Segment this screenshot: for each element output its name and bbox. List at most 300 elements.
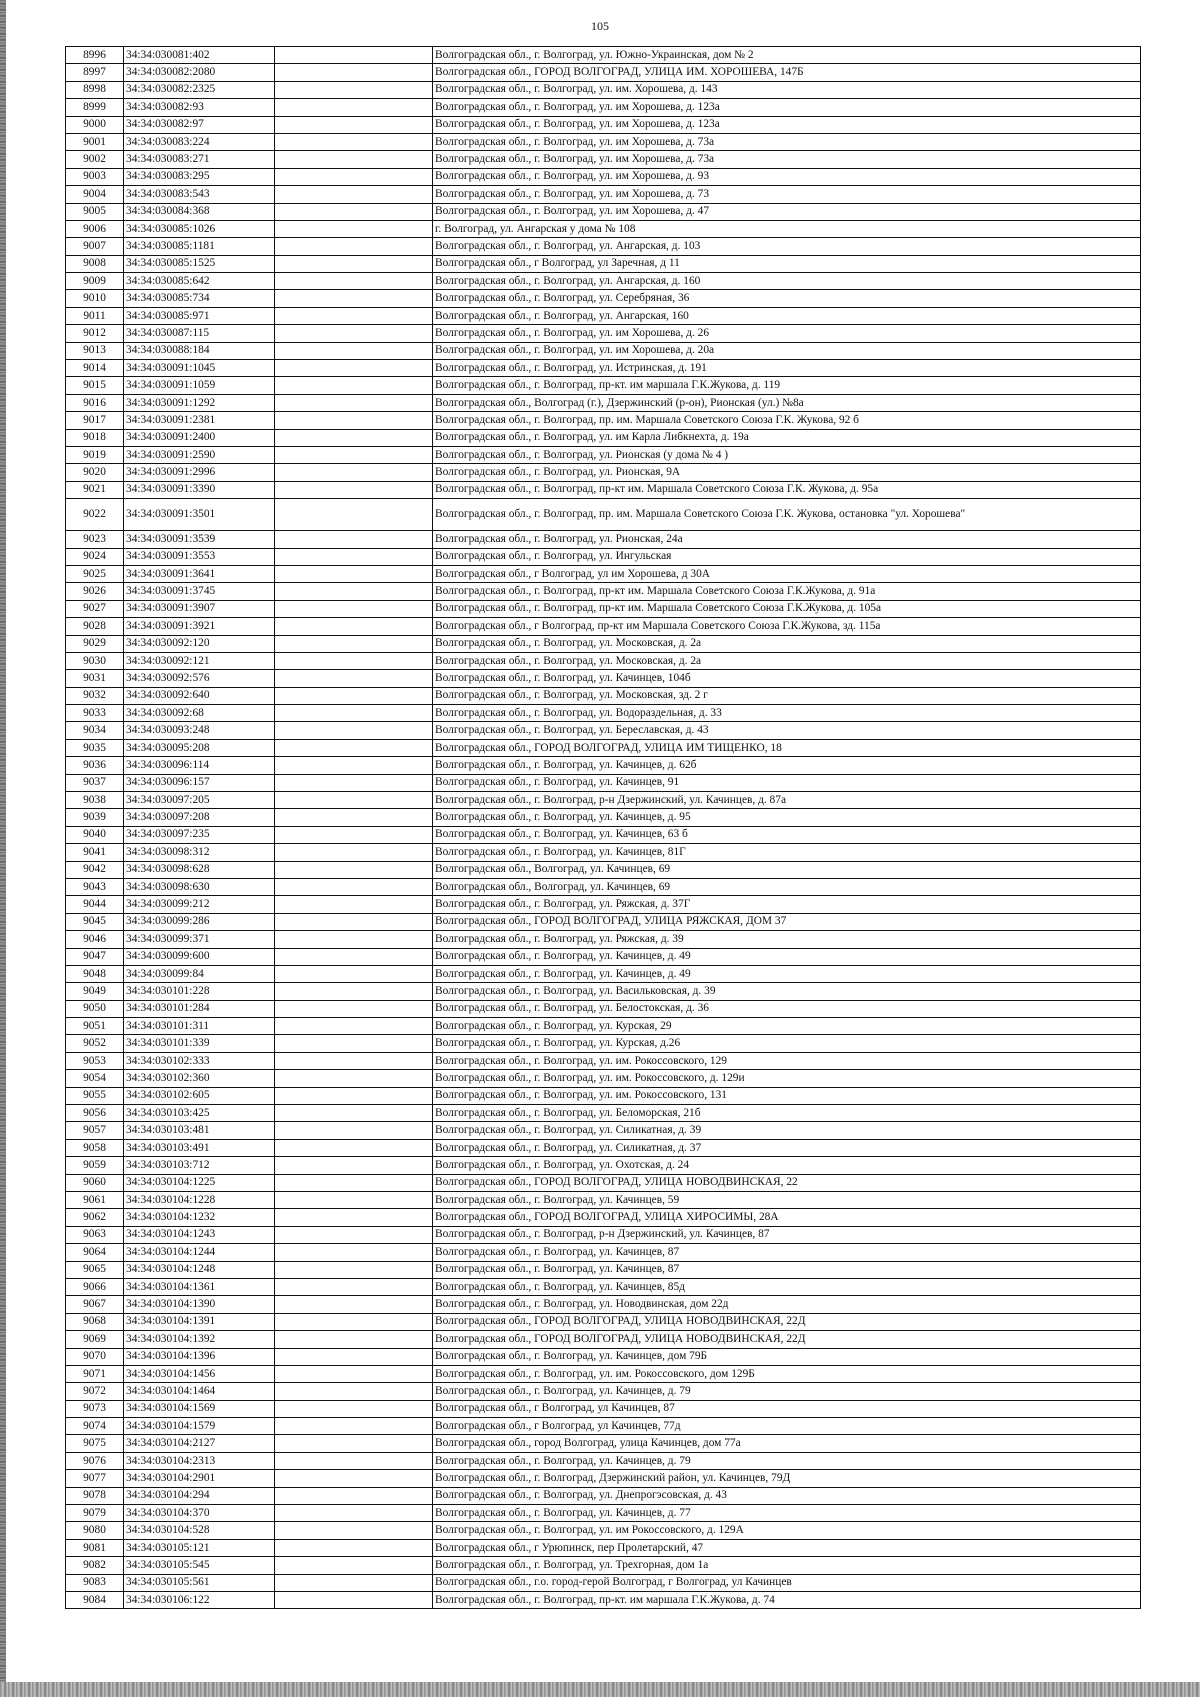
address: Волгоградская обл., г. Волгоград, ул. Охотская, д. 24 bbox=[433, 1157, 1141, 1174]
cadastral-number: 34:34:030104:2901 bbox=[124, 1470, 275, 1487]
table-row bbox=[66, 1261, 1141, 1278]
cadastral-number: 34:34:030091:2400 bbox=[124, 429, 275, 446]
address: Волгоградская обл., г. Волгоград, ул. Силикатная, д. 39 bbox=[433, 1122, 1141, 1139]
row-number: 9047 bbox=[66, 948, 124, 965]
row-number: 9037 bbox=[66, 774, 124, 791]
row-number: 9045 bbox=[66, 913, 124, 930]
row-number: 9052 bbox=[66, 1035, 124, 1052]
row-number: 9051 bbox=[66, 1018, 124, 1035]
empty-cell bbox=[275, 255, 433, 272]
cadastral-number: 34:34:030083:271 bbox=[124, 151, 275, 168]
table-row bbox=[66, 565, 1141, 582]
empty-cell bbox=[275, 774, 433, 791]
row-number: 9063 bbox=[66, 1226, 124, 1243]
table-row bbox=[66, 1365, 1141, 1382]
row-number: 9066 bbox=[66, 1278, 124, 1295]
table-row bbox=[66, 47, 1141, 64]
address: Волгоградская обл., г. Волгоград, ул. Качинцев, 85д bbox=[433, 1278, 1141, 1295]
cadastral-number: 34:34:030082:2080 bbox=[124, 64, 275, 81]
empty-cell bbox=[275, 1087, 433, 1104]
table-row bbox=[66, 1400, 1141, 1417]
cadastral-number: 34:34:030095:208 bbox=[124, 739, 275, 756]
address: Волгоградская обл., г. Волгоград, ул. Истринская, д. 191 bbox=[433, 360, 1141, 377]
cadastral-number: 34:34:030082:93 bbox=[124, 99, 275, 116]
cadastral-number: 34:34:030099:600 bbox=[124, 948, 275, 965]
table-row bbox=[66, 116, 1141, 133]
empty-cell bbox=[275, 325, 433, 342]
cadastral-number: 34:34:030105:121 bbox=[124, 1539, 275, 1556]
cadastral-number: 34:34:030091:3553 bbox=[124, 548, 275, 565]
address: Волгоградская обл., г. Волгоград, ул. Качинцев, д. 62б bbox=[433, 757, 1141, 774]
cadastral-number: 34:34:030097:208 bbox=[124, 809, 275, 826]
table-row bbox=[66, 983, 1141, 1000]
row-number: 9018 bbox=[66, 429, 124, 446]
table-row bbox=[66, 255, 1141, 272]
cadastral-number: 34:34:030103:481 bbox=[124, 1122, 275, 1139]
empty-cell bbox=[275, 342, 433, 359]
cadastral-number: 34:34:030085:642 bbox=[124, 273, 275, 290]
empty-cell bbox=[275, 446, 433, 463]
row-number: 9001 bbox=[66, 133, 124, 150]
address: Волгоградская обл., г Волгоград, пр-кт им Маршала Советского Союза Г.К.Жукова, зд. 115а bbox=[433, 618, 1141, 635]
empty-cell bbox=[275, 203, 433, 220]
row-number: 9042 bbox=[66, 861, 124, 878]
cadastral-number: 34:34:030084:368 bbox=[124, 203, 275, 220]
address: Волгоградская обл., город Волгоград, улица Качинцев, дом 77а bbox=[433, 1435, 1141, 1452]
address: Волгоградская обл., г. Волгоград, ул. Качинцев, 87 bbox=[433, 1244, 1141, 1261]
table-row bbox=[66, 203, 1141, 220]
table-row bbox=[66, 220, 1141, 237]
empty-cell bbox=[275, 1052, 433, 1069]
row-number: 9046 bbox=[66, 931, 124, 948]
cadastral-number: 34:34:030092:120 bbox=[124, 635, 275, 652]
address: Волгоградская обл., г. Волгоград, ул. им. Рокоссовского, 129 bbox=[433, 1052, 1141, 1069]
table-row bbox=[66, 1087, 1141, 1104]
table-row bbox=[66, 168, 1141, 185]
cadastral-number: 34:34:030092:121 bbox=[124, 652, 275, 669]
row-number: 9002 bbox=[66, 151, 124, 168]
address: Волгоградская обл., г Волгоград, ул им Хорошева, д 30А bbox=[433, 565, 1141, 582]
address: Волгоградская обл., г. Волгоград, ул. им. Рокоссовского, дом 129Б bbox=[433, 1365, 1141, 1382]
empty-cell bbox=[275, 652, 433, 669]
cadastral-number: 34:34:030085:734 bbox=[124, 290, 275, 307]
empty-cell bbox=[275, 739, 433, 756]
cadastral-number: 34:34:030097:205 bbox=[124, 792, 275, 809]
row-number: 9004 bbox=[66, 186, 124, 203]
table-row bbox=[66, 446, 1141, 463]
table-row bbox=[66, 1591, 1141, 1608]
row-number: 9017 bbox=[66, 412, 124, 429]
cadastral-number: 34:34:030091:3921 bbox=[124, 618, 275, 635]
row-number: 9071 bbox=[66, 1365, 124, 1382]
row-number: 9068 bbox=[66, 1313, 124, 1330]
empty-cell bbox=[275, 809, 433, 826]
table-row bbox=[66, 133, 1141, 150]
cadastral-number: 34:34:030101:228 bbox=[124, 983, 275, 1000]
row-number: 9056 bbox=[66, 1105, 124, 1122]
row-number: 9022 bbox=[66, 499, 124, 531]
row-number: 9028 bbox=[66, 618, 124, 635]
cadastral-number: 34:34:030104:1464 bbox=[124, 1383, 275, 1400]
empty-cell bbox=[275, 429, 433, 446]
row-number: 9025 bbox=[66, 565, 124, 582]
table-row bbox=[66, 844, 1141, 861]
empty-cell bbox=[275, 1070, 433, 1087]
cadastral-number: 34:34:030104:370 bbox=[124, 1505, 275, 1522]
empty-cell bbox=[275, 481, 433, 498]
cadastral-number: 34:34:030091:3539 bbox=[124, 531, 275, 548]
page-number: 105 bbox=[591, 19, 609, 33]
row-number: 9040 bbox=[66, 826, 124, 843]
row-number: 9079 bbox=[66, 1505, 124, 1522]
row-number: 9049 bbox=[66, 983, 124, 1000]
cadastral-number: 34:34:030092:640 bbox=[124, 687, 275, 704]
table-row bbox=[66, 1539, 1141, 1556]
table-row bbox=[66, 948, 1141, 965]
table-row bbox=[66, 878, 1141, 895]
row-number: 9061 bbox=[66, 1192, 124, 1209]
cadastral-number: 34:34:030106:122 bbox=[124, 1591, 275, 1608]
row-number: 9009 bbox=[66, 273, 124, 290]
row-number: 9062 bbox=[66, 1209, 124, 1226]
address: Волгоградская обл., г. Волгоград, ул. Васильковская, д. 39 bbox=[433, 983, 1141, 1000]
row-number: 9036 bbox=[66, 757, 124, 774]
table-row bbox=[66, 583, 1141, 600]
empty-cell bbox=[275, 687, 433, 704]
table-body bbox=[66, 47, 1141, 1609]
table-row bbox=[66, 238, 1141, 255]
row-number: 9065 bbox=[66, 1261, 124, 1278]
address: Волгоградская обл., г. Волгоград, ул. Новодвинская, дом 22д bbox=[433, 1296, 1141, 1313]
empty-cell bbox=[275, 826, 433, 843]
address: Волгоградская обл., г. Волгоград, ул. Московская, зд. 2 г bbox=[433, 687, 1141, 704]
address: Волгоградская обл., г. Волгоград, ул. Днепрогэсовская, д. 43 bbox=[433, 1487, 1141, 1504]
table-row bbox=[66, 670, 1141, 687]
table-row bbox=[66, 1105, 1141, 1122]
row-number: 9035 bbox=[66, 739, 124, 756]
empty-cell bbox=[275, 64, 433, 81]
row-number: 9026 bbox=[66, 583, 124, 600]
table-row bbox=[66, 273, 1141, 290]
cadastral-number: 34:34:030088:184 bbox=[124, 342, 275, 359]
row-number: 9038 bbox=[66, 792, 124, 809]
empty-cell bbox=[275, 1522, 433, 1539]
empty-cell bbox=[275, 1018, 433, 1035]
empty-cell bbox=[275, 896, 433, 913]
cadastral-number: 34:34:030091:3390 bbox=[124, 481, 275, 498]
table-row bbox=[66, 429, 1141, 446]
row-number: 9005 bbox=[66, 203, 124, 220]
address: Волгоградская обл., г. Волгоград, ул. им. Рокоссовского, 131 bbox=[433, 1087, 1141, 1104]
address: Волгоградская обл., ГОРОД ВОЛГОГРАД, УЛИЦА РЯЖСКАЯ, ДОМ 37 bbox=[433, 913, 1141, 930]
cadastral-number: 34:34:030104:294 bbox=[124, 1487, 275, 1504]
empty-cell bbox=[275, 360, 433, 377]
cadastral-number: 34:34:030104:528 bbox=[124, 1522, 275, 1539]
table-row bbox=[66, 290, 1141, 307]
address: Волгоградская обл., г. Волгоград, ул. им Хорошева, д. 73 bbox=[433, 186, 1141, 203]
row-number: 9021 bbox=[66, 481, 124, 498]
cadastral-number: 34:34:030085:971 bbox=[124, 307, 275, 324]
scan-edge-left bbox=[0, 0, 6, 1697]
cadastral-number: 34:34:030083:295 bbox=[124, 168, 275, 185]
table-row bbox=[66, 531, 1141, 548]
table-row bbox=[66, 186, 1141, 203]
row-number: 9067 bbox=[66, 1296, 124, 1313]
address: Волгоградская обл., г. Волгоград, ул. Курская, д.26 bbox=[433, 1035, 1141, 1052]
table-row bbox=[66, 1418, 1141, 1435]
empty-cell bbox=[275, 1348, 433, 1365]
address: Волгоградская обл., г. Волгоград, р-н Дзержинский, ул. Качинцев, 87 bbox=[433, 1226, 1141, 1243]
cadastral-number: 34:34:030085:1525 bbox=[124, 255, 275, 272]
table-row bbox=[66, 1244, 1141, 1261]
address: Волгоградская обл., г. Волгоград, ул. Рионская, 9А bbox=[433, 464, 1141, 481]
address: Волгоградская обл., ГОРОД ВОЛГОГРАД, УЛИЦА ИМ ТИЩЕНКО, 18 bbox=[433, 739, 1141, 756]
cadastral-number: 34:34:030098:312 bbox=[124, 844, 275, 861]
table-row bbox=[66, 1052, 1141, 1069]
address: Волгоградская обл., г. Волгоград, ул. им Хорошева, д. 73а bbox=[433, 133, 1141, 150]
row-number: 9024 bbox=[66, 548, 124, 565]
address: Волгоградская обл., г. Волгоград, ул. им Карла Либкнехта, д. 19а bbox=[433, 429, 1141, 446]
cadastral-number: 34:34:030091:2996 bbox=[124, 464, 275, 481]
address: Волгоградская обл., г. Волгоград, ул. Трехгорная, дом 1а bbox=[433, 1557, 1141, 1574]
cadastral-number: 34:34:030091:2590 bbox=[124, 446, 275, 463]
cadastral-number: 34:34:030104:2127 bbox=[124, 1435, 275, 1452]
address: Волгоградская обл., ГОРОД ВОЛГОГРАД, УЛИЦА НОВОДВИНСКАЯ, 22Д bbox=[433, 1331, 1141, 1348]
cadastral-number: 34:34:030098:630 bbox=[124, 878, 275, 895]
empty-cell bbox=[275, 1418, 433, 1435]
address: Волгоградская обл., г. Волгоград, ул. Качинцев, 87 bbox=[433, 1261, 1141, 1278]
cadastral-number: 34:34:030091:1292 bbox=[124, 394, 275, 411]
row-number: 9083 bbox=[66, 1574, 124, 1591]
address: Волгоградская обл., г. Волгоград, ул. Рионская (у дома № 4 ) bbox=[433, 446, 1141, 463]
empty-cell bbox=[275, 1470, 433, 1487]
address: Волгоградская обл., г. Волгоград, ул. им Хорошева, д. 20а bbox=[433, 342, 1141, 359]
row-number: 9064 bbox=[66, 1244, 124, 1261]
row-number: 9076 bbox=[66, 1452, 124, 1469]
row-number: 8997 bbox=[66, 64, 124, 81]
cadastral-number: 34:34:030087:115 bbox=[124, 325, 275, 342]
address: Волгоградская обл., г. Волгоград, ул. Качинцев, д. 79 bbox=[433, 1383, 1141, 1400]
address: Волгоградская обл., г. Волгоград, ул. им. Хорошева, д. 143 bbox=[433, 81, 1141, 98]
table-row bbox=[66, 1174, 1141, 1191]
row-number: 9023 bbox=[66, 531, 124, 548]
empty-cell bbox=[275, 965, 433, 982]
table-row bbox=[66, 1383, 1141, 1400]
address: Волгоградская обл., г. Волгоград, ул. Беломорская, 21б bbox=[433, 1105, 1141, 1122]
address: Волгоградская обл., г. Волгоград, пр-кт им. Маршала Советского Союза Г.К. Жукова, д. 95а bbox=[433, 481, 1141, 498]
row-number: 9008 bbox=[66, 255, 124, 272]
table-row bbox=[66, 99, 1141, 116]
cadastral-number: 34:34:030104:1244 bbox=[124, 1244, 275, 1261]
table-row bbox=[66, 896, 1141, 913]
table-row bbox=[66, 705, 1141, 722]
address: Волгоградская обл., г. Волгоград, ул. им Хорошева, д. 93 bbox=[433, 168, 1141, 185]
address: Волгоградская обл., г. Волгоград, ул. им Хорошева, д. 26 bbox=[433, 325, 1141, 342]
empty-cell bbox=[275, 1174, 433, 1191]
row-number: 9054 bbox=[66, 1070, 124, 1087]
row-number: 9011 bbox=[66, 307, 124, 324]
row-number: 9034 bbox=[66, 722, 124, 739]
cadastral-number: 34:34:030097:235 bbox=[124, 826, 275, 843]
row-number: 9074 bbox=[66, 1418, 124, 1435]
empty-cell bbox=[275, 705, 433, 722]
table-row bbox=[66, 1000, 1141, 1017]
empty-cell bbox=[275, 1157, 433, 1174]
table-row bbox=[66, 464, 1141, 481]
empty-cell bbox=[275, 565, 433, 582]
empty-cell bbox=[275, 133, 433, 150]
table-row bbox=[66, 307, 1141, 324]
empty-cell bbox=[275, 394, 433, 411]
empty-cell bbox=[275, 1487, 433, 1504]
cadastral-number: 34:34:030091:1059 bbox=[124, 377, 275, 394]
empty-cell bbox=[275, 307, 433, 324]
address: Волгоградская обл., г. Волгоград, пр-кт. им маршала Г.К.Жукова, д. 119 bbox=[433, 377, 1141, 394]
table-row bbox=[66, 81, 1141, 98]
address: Волгоградская обл., г. Волгоград, ул. им. Рокоссовского, д. 129и bbox=[433, 1070, 1141, 1087]
table-row bbox=[66, 1522, 1141, 1539]
empty-cell bbox=[275, 1574, 433, 1591]
table-row bbox=[66, 774, 1141, 791]
address: Волгоградская обл., г. Волгоград, ул. Рионская, 24а bbox=[433, 531, 1141, 548]
empty-cell bbox=[275, 81, 433, 98]
row-number: 9078 bbox=[66, 1487, 124, 1504]
cadastral-number: 34:34:030104:1392 bbox=[124, 1331, 275, 1348]
address: Волгоградская обл., г Урюпинск, пер Пролетарский, 47 bbox=[433, 1539, 1141, 1556]
row-number: 9075 bbox=[66, 1435, 124, 1452]
row-number: 9050 bbox=[66, 1000, 124, 1017]
table-row bbox=[66, 861, 1141, 878]
empty-cell bbox=[275, 531, 433, 548]
cadastral-number: 34:34:030105:561 bbox=[124, 1574, 275, 1591]
empty-cell bbox=[275, 583, 433, 600]
address: Волгоградская обл., г. Волгоград, пр-кт им. Маршала Советского Союза Г.К.Жукова, д. 105а bbox=[433, 600, 1141, 617]
cadastral-number: 34:34:030104:1569 bbox=[124, 1400, 275, 1417]
empty-cell bbox=[275, 1331, 433, 1348]
empty-cell bbox=[275, 983, 433, 1000]
empty-cell bbox=[275, 412, 433, 429]
table-row bbox=[66, 1348, 1141, 1365]
address: Волгоградская обл., ГОРОД ВОЛГОГРАД, УЛИЦА ХИРОСИМЫ, 28А bbox=[433, 1209, 1141, 1226]
table-row bbox=[66, 548, 1141, 565]
cadastral-number: 34:34:030099:286 bbox=[124, 913, 275, 930]
empty-cell bbox=[275, 670, 433, 687]
empty-cell bbox=[275, 1557, 433, 1574]
row-number: 9073 bbox=[66, 1400, 124, 1417]
row-number: 9010 bbox=[66, 290, 124, 307]
empty-cell bbox=[275, 220, 433, 237]
address: г. Волгоград, ул. Ангарская у дома № 108 bbox=[433, 220, 1141, 237]
address: Волгоградская обл., г. Волгоград, ул. Качинцев, д. 79 bbox=[433, 1452, 1141, 1469]
address: Волгоградская обл., г. Волгоград, пр. им. Маршала Советского Союза Г.К. Жукова, остановка "ул. Хорошева" bbox=[433, 499, 1141, 531]
cadastral-number: 34:34:030104:1243 bbox=[124, 1226, 275, 1243]
address: Волгоградская обл., г Волгоград, ул Качинцев, 87 bbox=[433, 1400, 1141, 1417]
table-row bbox=[66, 1018, 1141, 1035]
address: Волгоградская обл., г. Волгоград, ул. им Хорошева, д. 47 bbox=[433, 203, 1141, 220]
cadastral-number: 34:34:030091:3641 bbox=[124, 565, 275, 582]
empty-cell bbox=[275, 1035, 433, 1052]
address: Волгоградская обл., г. Волгоград, ул. Ряжская, д. 37Г bbox=[433, 896, 1141, 913]
table-row bbox=[66, 1470, 1141, 1487]
empty-cell bbox=[275, 1261, 433, 1278]
empty-cell bbox=[275, 548, 433, 565]
empty-cell bbox=[275, 1400, 433, 1417]
empty-cell bbox=[275, 499, 433, 531]
row-number: 9082 bbox=[66, 1557, 124, 1574]
address: Волгоградская обл., г. Волгоград, ул. Качинцев, 59 bbox=[433, 1192, 1141, 1209]
table-row bbox=[66, 1505, 1141, 1522]
address: Волгоградская обл., Волгоград (г.), Дзержинский (р-он), Рионская (ул.) №8а bbox=[433, 394, 1141, 411]
row-number: 9016 bbox=[66, 394, 124, 411]
empty-cell bbox=[275, 1105, 433, 1122]
address: Волгоградская обл., г. Волгоград, ул. им Рокоссовского, д. 129А bbox=[433, 1522, 1141, 1539]
empty-cell bbox=[275, 1192, 433, 1209]
table-row bbox=[66, 722, 1141, 739]
address: Волгоградская обл., г. Волгоград, ул. Московская, д. 2а bbox=[433, 635, 1141, 652]
cadastral-number: 34:34:030104:1390 bbox=[124, 1296, 275, 1313]
empty-cell bbox=[275, 116, 433, 133]
row-number: 9041 bbox=[66, 844, 124, 861]
empty-cell bbox=[275, 1365, 433, 1382]
cadastral-number: 34:34:030104:1228 bbox=[124, 1192, 275, 1209]
cadastral-number: 34:34:030104:1225 bbox=[124, 1174, 275, 1191]
address: Волгоградская обл., г. Волгоград, ул. Ряжская, д. 39 bbox=[433, 931, 1141, 948]
row-number: 9003 bbox=[66, 168, 124, 185]
cadastral-number: 34:34:030101:311 bbox=[124, 1018, 275, 1035]
address: Волгоградская обл., ГОРОД ВОЛГОГРАД, УЛИЦА НОВОДВИНСКАЯ, 22Д bbox=[433, 1313, 1141, 1330]
cadastral-number: 34:34:030104:1391 bbox=[124, 1313, 275, 1330]
address: Волгоградская обл., г. Волгоград, ул. Береславская, д. 43 bbox=[433, 722, 1141, 739]
empty-cell bbox=[275, 722, 433, 739]
empty-cell bbox=[275, 1313, 433, 1330]
table-row bbox=[66, 652, 1141, 669]
address: Волгоградская обл., г. Волгоград, ул. Качинцев, дом 79Б bbox=[433, 1348, 1141, 1365]
table-row bbox=[66, 635, 1141, 652]
cadastral-number: 34:34:030091:1045 bbox=[124, 360, 275, 377]
row-number: 9000 bbox=[66, 116, 124, 133]
cadastral-number: 34:34:030085:1026 bbox=[124, 220, 275, 237]
row-number: 9029 bbox=[66, 635, 124, 652]
empty-cell bbox=[275, 757, 433, 774]
address: Волгоградская обл., г. Волгоград, р-н Дзержинский, ул. Качинцев, д. 87а bbox=[433, 792, 1141, 809]
table-row bbox=[66, 1487, 1141, 1504]
address: Волгоградская обл., г. Волгоград, ул. Качинцев, 81Г bbox=[433, 844, 1141, 861]
empty-cell bbox=[275, 1505, 433, 1522]
cadastral-number: 34:34:030098:628 bbox=[124, 861, 275, 878]
address: Волгоградская обл., г. Волгоград, ул. Ангарская, д. 160 bbox=[433, 273, 1141, 290]
cadastral-number: 34:34:030096:114 bbox=[124, 757, 275, 774]
table-row bbox=[66, 481, 1141, 498]
address: Волгоградская обл., г. Волгоград, ул. Качинцев, 63 б bbox=[433, 826, 1141, 843]
table-row bbox=[66, 342, 1141, 359]
address: Волгоградская обл., ГОРОД ВОЛГОГРАД, УЛИЦА НОВОДВИНСКАЯ, 22 bbox=[433, 1174, 1141, 1191]
empty-cell bbox=[275, 238, 433, 255]
row-number: 9048 bbox=[66, 965, 124, 982]
table-row bbox=[66, 1452, 1141, 1469]
cadastral-number: 34:34:030103:712 bbox=[124, 1157, 275, 1174]
address: Волгоградская обл., г. Волгоград, ул. Белостокская, д. 36 bbox=[433, 1000, 1141, 1017]
address: Волгоградская обл., г. Волгоград, ул. Качинцев, д. 95 bbox=[433, 809, 1141, 826]
empty-cell bbox=[275, 792, 433, 809]
empty-cell bbox=[275, 1591, 433, 1608]
cadastral-number: 34:34:030092:576 bbox=[124, 670, 275, 687]
cadastral-number: 34:34:030104:1456 bbox=[124, 1365, 275, 1382]
table-row bbox=[66, 1157, 1141, 1174]
row-number: 8996 bbox=[66, 47, 124, 64]
cadastral-number: 34:34:030093:248 bbox=[124, 722, 275, 739]
address: Волгоградская обл., г. Волгоград, ул. им Хорошева, д. 123а bbox=[433, 116, 1141, 133]
scan-edge-bottom bbox=[0, 1682, 1200, 1697]
